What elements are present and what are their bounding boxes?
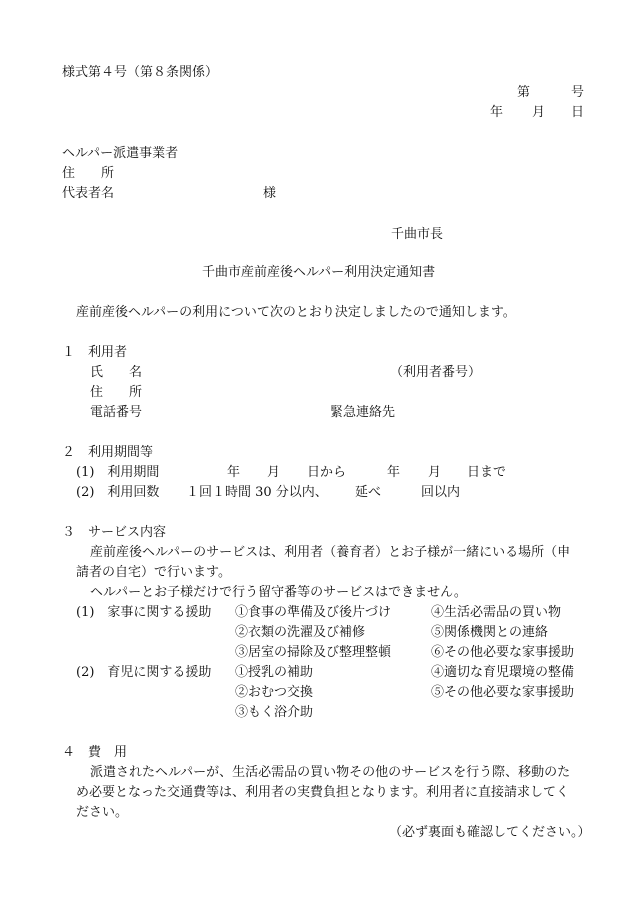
period-start-year: 年 — [227, 465, 241, 480]
childcare-item: ④適切な育児環境の整備 — [431, 665, 575, 680]
childcare-assistance-label: (2) 育児に関する援助 — [76, 665, 212, 680]
usage-count-total-label: 延べ — [355, 485, 382, 500]
section1-heading: １ 利用者 — [62, 345, 128, 360]
user-phone-label: 電話番号 — [90, 405, 143, 420]
cost-text-line2: め必要となった交通費等は、利用者の実費負担となります。利用者に直接請求してく — [76, 785, 569, 800]
cost-text-line3: ださい。 — [76, 805, 129, 820]
housework-assistance-label: (1) 家事に関する援助 — [76, 605, 212, 620]
user-address-label: 住 所 — [90, 385, 143, 400]
period-start-month: 月 — [267, 465, 281, 480]
document-number-prefix: 第 — [517, 85, 531, 100]
period-end-day: 日まで — [467, 465, 507, 480]
service-description-line2: 請者の自宅）で行います。 — [76, 565, 231, 580]
service-description-line1: 産前産後ヘルパーのサービスは、利用者（養育者）とお子様が一緒にいる場所（申 — [90, 545, 571, 560]
cost-text-line1: 派遣されたヘルパーが、生活必需品の買い物その他のサービスを行う際、移動のた — [90, 765, 571, 780]
user-name-label: 氏 名 — [90, 365, 143, 380]
usage-count-label: (2) 利用回数 — [76, 485, 160, 500]
childcare-item: ⑤その他必要な家事援助 — [431, 685, 575, 700]
housework-item: ⑤関係機関との連絡 — [431, 625, 549, 640]
housework-item: ⑥その他必要な家事援助 — [431, 645, 575, 660]
section3-heading: ３ サービス内容 — [62, 525, 167, 540]
usage-count-times: 回以内 — [421, 485, 461, 500]
date-year: 年 — [490, 105, 504, 120]
childcare-item: ①授乳の補助 — [235, 665, 314, 680]
period-end-month: 月 — [428, 465, 442, 480]
section2-heading: ２ 利用期間等 — [62, 445, 154, 460]
sender-name: 千曲市長 — [391, 227, 444, 242]
section4-heading: ４ 費 用 — [62, 745, 128, 760]
emergency-contact-label: 緊急連絡先 — [330, 405, 396, 420]
usage-period-label: (1) 利用期間 — [76, 465, 160, 480]
period-start-day: 日から — [307, 465, 347, 480]
date-day: 日 — [571, 105, 585, 120]
childcare-item: ②おむつ交換 — [235, 685, 314, 700]
intro-text: 産前産後ヘルパーの利用について次のとおり決定しましたので通知します。 — [76, 305, 516, 320]
recipient-representative-label: 代表者名 — [62, 186, 115, 201]
housework-item: ①食事の準備及び後片づけ — [235, 605, 392, 620]
document-title: 千曲市産前産後ヘルパー利用決定通知書 — [202, 265, 436, 280]
date-month: 月 — [532, 105, 546, 120]
form-number: 様式第４号（第８条関係） — [62, 65, 219, 80]
period-end-year: 年 — [387, 465, 401, 480]
housework-item: ④生活必需品の買い物 — [431, 605, 562, 620]
recipient-honorific: 様 — [263, 186, 277, 201]
housework-item: ③居室の掃除及び整理整頓 — [235, 645, 392, 660]
childcare-item: ③もく浴介助 — [235, 705, 314, 720]
user-number-label: （利用者番号） — [390, 365, 482, 380]
recipient-organization: ヘルパー派遣事業者 — [62, 146, 179, 161]
recipient-address-label: 住 所 — [62, 166, 115, 181]
back-side-note: （必ず裏面も確認してください。） — [389, 825, 591, 840]
document-number-suffix: 号 — [571, 85, 585, 100]
usage-count-text: １回１時間 30 分以内、 — [186, 485, 328, 500]
housework-item: ②衣類の洗濯及び補修 — [235, 625, 366, 640]
service-restriction-text: ヘルパーとお子様だけで行う留守番等のサービスはできません。 — [90, 585, 467, 600]
